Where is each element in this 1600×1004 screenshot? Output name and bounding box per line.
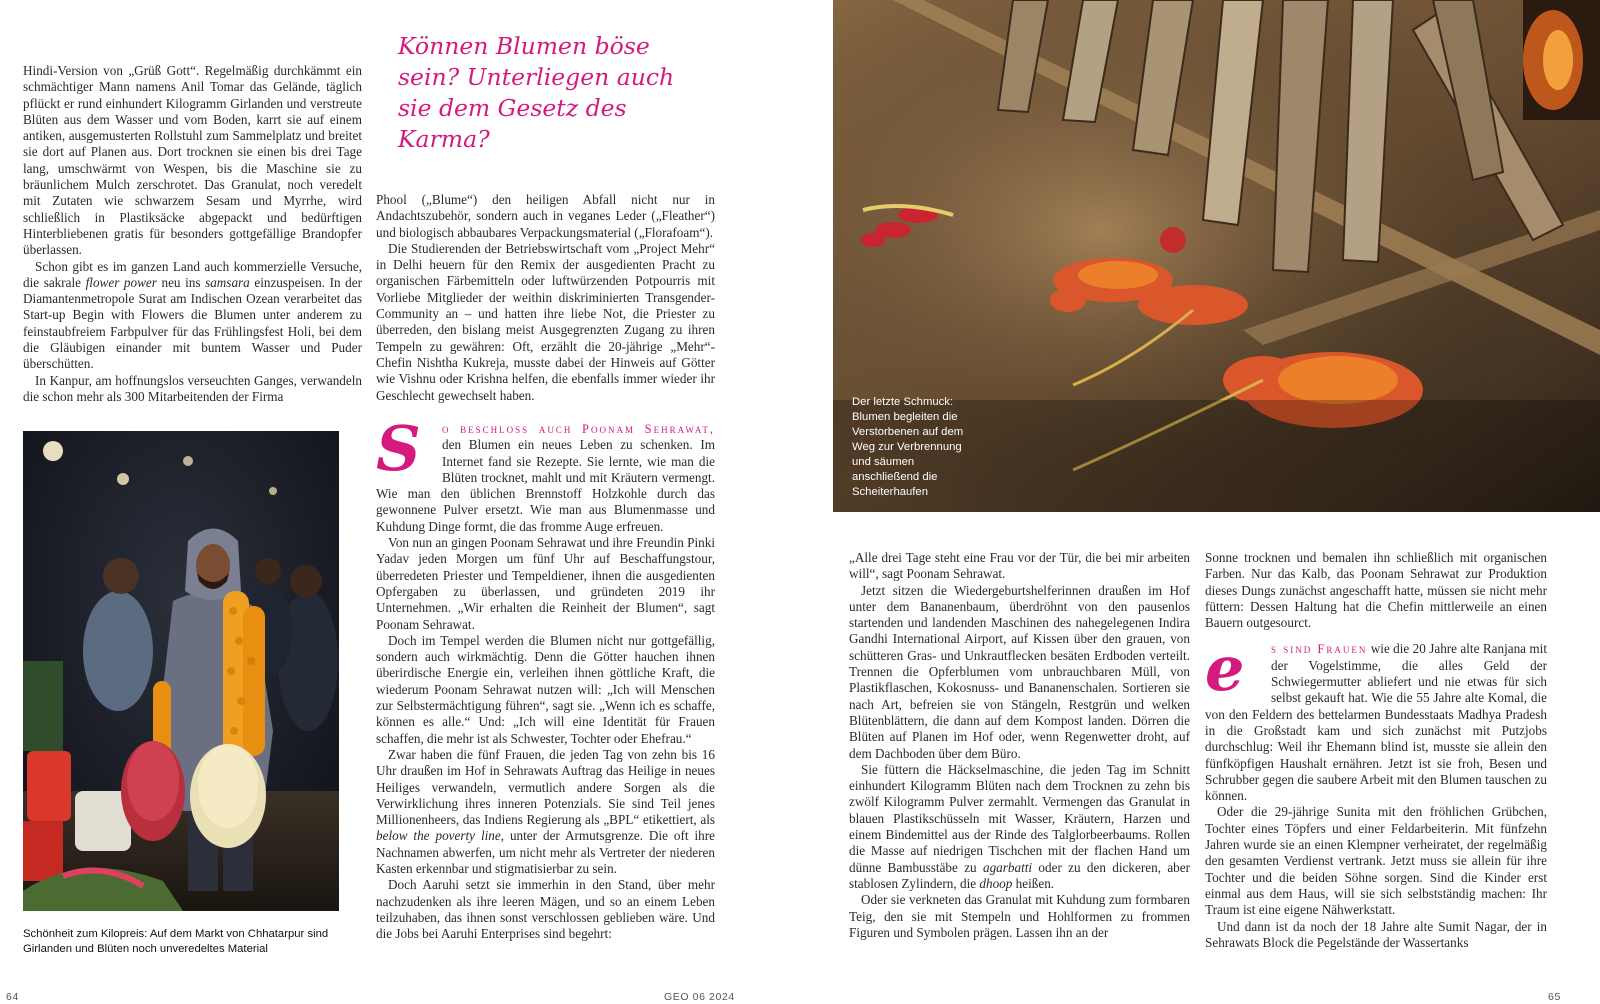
paragraph: In Kanpur, am hoffnungslos verseuchten Ganges, verwandeln die schon mehr als 300 Mitarbeitenden der Firma (23, 372, 362, 404)
page-number-left: 64 (6, 991, 19, 1003)
pull-quote: Können Blumen böse sein? Unterliegen auch sie dem Gesetz des Karma? (398, 32, 675, 153)
paragraph: Von nun an gingen Poonam Sehrawat und ihre Freundin Pinki Yadav jeden Morgen um fünf Uhr auf Beschaffungstour, überredeten Priester und Tempeldiener, ihnen die ausgedienten Opfergaben zu überlassen, und gründeten 2019 ihr Unternehmen. „Wir erhalten die Reinheit der Blumen“, sagt Poonam Sehrawat. (376, 535, 715, 632)
paragraph: Doch Aaruhi setzt sie immerhin in den Stand, über mehr nachzudenken als ihre leeren Mägen, und so an einem Leben teilzuhaben, das ihnen sonst verschlossen geblieben wäre. Und die Jobs bei Aaruhi Enterprises sind begehrt: (376, 877, 715, 942)
page-number-right: 65 (1548, 991, 1561, 1003)
paragraph: Jetzt sitzen die Wiedergeburtshelferinnen draußen im Hof unter dem Bananenbaum, überdröhnt von den pausenlos startenden und landenden Maschinen des nahegelegenen Indira Gandhi International Airport, auf Kissen über den grauen, von schütteren Gras- und Unkrautflecken besäten Erdboden verteilt. Trennen die Opferblumen vom unbrauchbaren Müll, von Plastikflaschen, Kokosnuss- und Bananenschalen. Sortieren sie nach Art, befreien sie von Stängeln, Restgrün und welken Blütenblättern, die dann auf dem Kompost landen. Dörren die Blüten auf Planen im Hof oder, wenn Regenwetter droht, auf dem Dachboden über dem Büro. (849, 582, 1190, 761)
lead-paragraph: e s sind Frauen wie die 20 Jahre alte Ranjana mit der Vogelstimme, die alles Geld der Schwiegermutter abliefert und nie etwas für sich selbst gekauft hat. Wie die 55 Jahre alte Komal, die von den Feldern des bettelarmen Bundesstaats Madhya Pradesh in die Großstadt kam und sich zunächst mit Putzjobs durchschlug: Weil ihr Ehemann blind ist, musste sie allein den fünfköpfigen Haushalt ernähren. Jetzt ist sie froh, Besen und Schrubber gegen die saubere Arbeit mit den Blumen tauschen zu können. (1205, 632, 1547, 804)
paragraph: Und dann ist da noch der 18 Jahre alte Sumit Nagar, der in Sehrawats Block die Pegelstände der Wassertanks (1205, 918, 1547, 950)
paragraph: Doch im Tempel werden die Blumen nicht nur gottgefällig, sondern auch wirkmächtig. Denn die Götter hauchen ihnen überirdische Energie ein, verleihen ihnen göttliche Kraft, die wiederum Poonam Sehrawat nutzen will: „Ich will Menschen zur Selbstermächtigung führen“, sagt sie. „Wenn ich es schaffe, können es alle.“ Und: „Ich will eine Identität für Frauen schaffen, die mehr ist als Schwester, Tochter oder Ehefrau.“ (376, 632, 715, 746)
paragraph: Sie füttern die Häckselmaschine, die jeden Tag im Schnitt einhundert Kilogramm Blüten nach dem Trocknen zu zehn bis zwölf Kilogramm Pulver zermahlt. Vermengen das Granulat in blauen Plastikschüsseln mit Wasser, Kräutern, Harzen und einem Bindemittel aus der Rinde des Talglorbeerbaums. Rollen die Masse auf niedrigen Tischchen mit der flachen Hand um dünne Bambusstäbe zu agarbatti oder zu den dickeren, aber stablosen Zylindern, die dhoop heißen. (849, 761, 1191, 891)
drop-cap: e (1205, 632, 1245, 706)
market-photo (23, 431, 339, 911)
photo-caption: Schönheit zum Kilopreis: Auf dem Markt von Chhatarpur sind Girlanden und Blüten noch unveredeltes Material (23, 928, 329, 955)
paragraph: Oder die 29-jährige Sunita mit den fröhlichen Grübchen, Tochter eines Töpfers und einer Feldarbeiterin. Mit fünfzehn Jahren wurde sie an einen Klempner verheiratet, der regelmäßig den gesamten Verdienst vertrank. Jetzt muss sie allein für ihre Tochter und die beiden Söhne sorgen. Sind die Kinder erst einmal aus dem Haus, will sie sich selbstständig machen: Ihr Traum ist eine eigene Nähwerkstatt. (1205, 804, 1547, 918)
paragraph: Zwar haben die fünf Frauen, die jeden Tag von zehn bis 16 Uhr draußen im Hof in Sehrawats Auftrag das Heilige in neues Heiliges verwandeln, vermutlich andere Sorgen als die Verwirklichung ihres inneren Potenzials. Sie sind Teil jenes Millionenheers, das Indiens Regierung als „BPL“ etikettiert, als below the poverty line, unter der Armutsgrenze. Die oft ihre Nachnamen abwerfen, um nicht mehr als Vertreter der niederen Kasten erkennbar und stigmatisierbar zu sein. (376, 746, 715, 877)
paragraph: Sonne trocknen und bemalen ihn schließlich mit organischen Farben. Nur das Kalb, das Poonam Sehrawat zur Produktion dieses Dungs zunächst angeschafft hatte, müssen sie nicht mehr füttern: Dessen Haltung hat die Chefin mittlerweile an einen Bauern outgesourct. (1205, 550, 1547, 631)
column-4 (1205, 550, 1547, 951)
magazine-issue: GEO 06 2024 (664, 991, 735, 1003)
drop-cap: S (376, 412, 421, 485)
column-3 (849, 550, 1190, 941)
paragraph: Hindi-Version von „Grüß Gott“. Regelmäßig durchkämmt ein schmächtiger Mann namens Anil Tomar das Gelände, täglich pflückt er rund einhundert Kilogramm Girlanden und verstreute Blüten aus dem Wasser und vom Boden, karrt sie auf einem antiken, ausgemusterten Rollstuhl zum Sammelplatz und breitet sie dort auf Planen aus. Dort trocknen sie einen bis drei Tage lang, umschwärmt von Wespen, bis die Maschine sie zu bräunlichem Mulch zerschrotet. Das Granulat, noch veredelt mit Zutaten wie schwarzem Sesam und Myrrhe, wird schließlich in Plastiksäcke abgepackt und bedürftigen Hinterbliebenen gratis für besonders gottgefällige Brandopfer überlassen. (23, 63, 362, 258)
photo-caption: Der letzte Schmuck: Blumen begleiten die Verstorbenen auf dem Weg zur Verbrennung und säumen anschließend die Scheiterhaufen (852, 396, 964, 498)
paragraph: Oder sie verkneten das Granulat mit Kuhdung zum formbaren Teig, den sie mit Stempeln und Hohlformen zu frommen Figuren und Symbolen prägen. Lassen ihn an der (849, 892, 1190, 940)
lead-in: s sind Frauen (1271, 642, 1368, 657)
column-1 (23, 63, 362, 405)
lead-paragraph: S o beschloss auch Poonam Sehrawat, den Blumen ein neues Leben zu schenken. Im Internet fand sie Rezepte. Sie lernte, wie man die Blüten trocknet, mahlt und mit Kräutern vermengt. Wie man den üblichen Brennstoff Holzkohle durch das gewonnene Pulver ersetzt. Wie man aus Blumenmasse und Kuhdung Dinge formt, die das fromme Auge erfreuen. (376, 412, 715, 534)
lead-in: o beschloss auch Poonam Sehrawat, (442, 422, 715, 436)
paragraph: Schon gibt es im ganzen Land auch kommerzielle Versuche, die sakrale flower power neu ins samsara einzuspeisen. In der Diamantenmetropole Surat am Indischen Ozean verarbeitet das Start-up Begin with Flowers die Blumen unter anderem zu feinstaubfreiem Farbpulver für das Frühlingsfest Holi, bei dem die Gläubigen einander mit buntem Wasser und Puder überschütten. (23, 258, 363, 372)
paragraph: Phool („Blume“) den heiligen Abfall nicht nur in Andachtszubehör, sondern auch in veganes Leder („Fleather“) und biologisch abbaubares Verpackungsmaterial („Florafoam“). (376, 192, 715, 240)
paragraph: „Alle drei Tage steht eine Frau vor der Tür, die bei mir arbeiten will“, sagt Poonam Sehrawat. (849, 550, 1190, 582)
paragraph: Die Studierenden der Betriebswirtschaft vom „Project Mehr“ in Delhi heuern für den Remix der ausgedienten Pracht zu organischen Färbemitteln oder luftwürzenden Potpourris mit Vorliebe Mitglieder der weithin diskriminierten Transgender-Community an – und hatten ihre liebe Not, die Priester zu überreden, den bislang meist Ausgegrenzten Zugang zu ihren Tempeln zu gewähren: Oft, erzählt die 20-jährige „Mehr“-Chefin Nishtha Kukreja, musste dabei der Hinweis auf Götter wie Vishnu oder Krishna helfen, die ebenfalls immer wieder ihr Geschlecht gewechselt haben. (376, 240, 715, 403)
column-2-bottom (376, 412, 715, 943)
column-2-top (376, 192, 715, 404)
